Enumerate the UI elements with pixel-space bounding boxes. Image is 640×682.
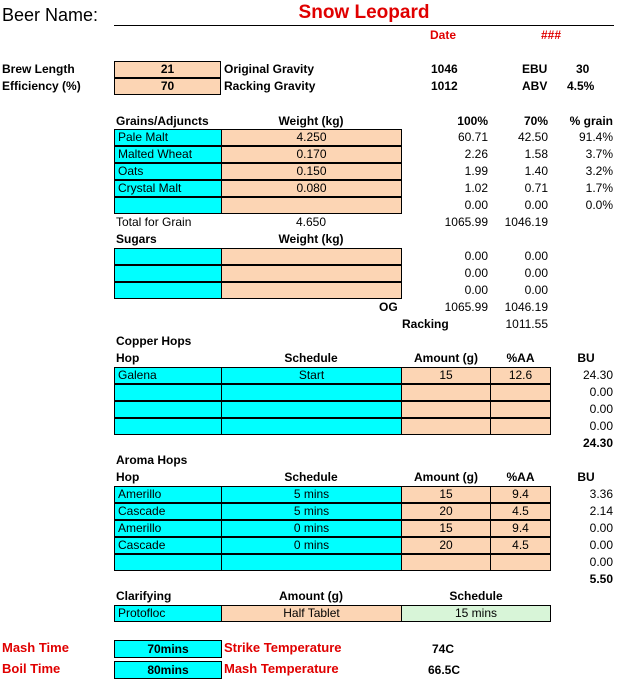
sugar-name-cell[interactable] xyxy=(114,265,222,282)
rg-value: 1012 xyxy=(431,79,458,93)
efficiency-input[interactable]: 70 xyxy=(114,78,221,95)
clarifying-name-cell[interactable]: Protofloc xyxy=(114,605,222,622)
aroma-hop-aa-cell[interactable]: 4.5 xyxy=(490,503,551,520)
grain-name-cell[interactable]: Oats xyxy=(114,163,222,180)
aroma-hop-schedule-cell[interactable]: 5 mins xyxy=(221,503,402,520)
aroma-hop-name-cell[interactable] xyxy=(114,554,222,571)
aroma-hop-bu-value: 0.00 xyxy=(589,521,613,535)
sugar-name-cell[interactable] xyxy=(114,282,222,299)
grains-70-header: 70% xyxy=(523,114,548,128)
grain-100-value: 1.02 xyxy=(464,181,488,195)
grain-total-weight: 4.650 xyxy=(295,215,327,229)
grain-name-cell[interactable]: Malted Wheat xyxy=(114,146,222,163)
copper-hop-name-cell[interactable]: Galena xyxy=(114,367,222,384)
aroma-hop-name-cell[interactable]: Amerillo xyxy=(114,486,222,503)
grain-70-value: 0.00 xyxy=(524,198,548,212)
grain-total-70: 1046.19 xyxy=(504,215,548,229)
strike-temperature-value: 74C xyxy=(432,642,455,656)
sugar-100-value: 0.00 xyxy=(464,266,488,280)
copper-bu-header: BU xyxy=(577,351,595,365)
sugar-100-value: 0.00 xyxy=(464,249,488,263)
clarifying-schedule-cell[interactable]: 15 mins xyxy=(401,605,551,622)
aroma-hop-amount-cell[interactable]: 15 xyxy=(401,520,491,537)
beer-name-label: Beer Name: xyxy=(2,5,99,25)
aroma-hop-bu-value: 0.00 xyxy=(589,555,613,569)
copper-hops-total-bu: 24.30 xyxy=(582,436,613,450)
copper-hop-aa-cell[interactable] xyxy=(490,418,551,435)
brew-length-input[interactable]: 21 xyxy=(114,61,221,78)
aroma-hop-schedule-cell[interactable]: 0 mins xyxy=(221,537,402,554)
grain-name-cell[interactable] xyxy=(114,197,222,214)
grains-pct-header: % grain xyxy=(569,114,613,128)
aroma-hop-schedule-cell[interactable]: 5 mins xyxy=(221,486,402,503)
abv-label: ABV xyxy=(522,79,548,93)
copper-hop-name-cell[interactable] xyxy=(114,384,222,401)
sugar-70-value: 0.00 xyxy=(524,266,548,280)
og-label: Original Gravity xyxy=(224,62,315,76)
aroma-hop-amount-cell[interactable] xyxy=(401,554,491,571)
brew-length-label: Brew Length xyxy=(2,62,75,76)
aroma-hops-total-bu: 5.50 xyxy=(589,572,613,586)
copper-hop-bu-value: 0.00 xyxy=(589,402,613,416)
sugar-name-cell[interactable] xyxy=(114,248,222,265)
date-label: Date xyxy=(430,28,457,42)
aroma-hops-title: Aroma Hops xyxy=(116,453,188,467)
copper-hop-name-cell[interactable] xyxy=(114,401,222,418)
grain-100-value: 60.71 xyxy=(457,130,488,144)
boil-time-input[interactable]: 80mins xyxy=(114,661,222,679)
sugar-100-value: 0.00 xyxy=(464,283,488,297)
copper-hop-schedule-cell[interactable]: Start xyxy=(221,367,402,384)
clarifying-amount-header: Amount (g) xyxy=(279,589,343,603)
grain-100-value: 1.99 xyxy=(464,164,488,178)
grain-pct-value: 3.2% xyxy=(585,164,613,178)
copper-hop-bu-value: 0.00 xyxy=(589,419,613,433)
copper-hop-amount-cell[interactable] xyxy=(401,418,491,435)
og-value: 1046 xyxy=(431,62,458,76)
copper-hop-name-cell[interactable] xyxy=(114,418,222,435)
copper-hop-amount-cell[interactable]: 15 xyxy=(401,367,491,384)
aroma-hop-aa-cell[interactable] xyxy=(490,554,551,571)
beer-name-value[interactable]: Snow Leopard xyxy=(298,2,430,23)
grain-weight-cell[interactable]: 4.250 xyxy=(221,129,402,146)
copper-hop-aa-cell[interactable]: 12.6 xyxy=(490,367,551,384)
grains-header: Grains/Adjuncts xyxy=(116,114,209,128)
copper-amount-header: Amount (g) xyxy=(414,351,478,365)
grain-weight-cell[interactable]: 0.080 xyxy=(221,180,402,197)
strike-temperature-label: Strike Temperature xyxy=(224,640,342,655)
grain-70-value: 0.71 xyxy=(524,181,548,195)
racking-70: 1011.55 xyxy=(505,317,548,331)
aroma-aa-header: %AA xyxy=(506,470,535,484)
aroma-hop-amount-cell[interactable]: 15 xyxy=(401,486,491,503)
aroma-hop-header: Hop xyxy=(116,470,140,484)
og-summary-label: OG xyxy=(379,300,398,314)
grains-100-header: 100% xyxy=(457,114,488,128)
aroma-hop-schedule-cell[interactable] xyxy=(221,554,402,571)
aroma-hop-bu-value: 3.36 xyxy=(589,487,613,501)
clarifying-amount-cell[interactable]: Half Tablet xyxy=(221,605,402,622)
sugar-weight-cell[interactable] xyxy=(221,282,402,299)
copper-hop-amount-cell[interactable] xyxy=(401,384,491,401)
copper-schedule-header: Schedule xyxy=(284,351,338,365)
grain-pct-value: 3.7% xyxy=(585,147,613,161)
aroma-hop-amount-cell[interactable]: 20 xyxy=(401,503,491,520)
copper-hop-bu-value: 24.30 xyxy=(582,368,613,382)
date-value[interactable]: ### xyxy=(541,28,562,42)
sugars-header: Sugars xyxy=(116,232,157,246)
grain-name-cell[interactable]: Pale Malt xyxy=(114,129,222,146)
grain-name-cell[interactable]: Crystal Malt xyxy=(114,180,222,197)
copper-hops-title: Copper Hops xyxy=(116,334,192,348)
grain-70-value: 1.58 xyxy=(524,147,548,161)
copper-aa-header: %AA xyxy=(506,351,535,365)
grain-total-label: Total for Grain xyxy=(116,215,192,229)
ebu-label: EBU xyxy=(522,62,548,76)
grain-100-value: 0.00 xyxy=(464,198,488,212)
boil-time-label: Boil Time xyxy=(2,661,61,676)
aroma-hop-aa-cell[interactable]: 9.4 xyxy=(490,486,551,503)
mash-temperature-value: 66.5C xyxy=(428,663,461,677)
grain-pct-value: 1.7% xyxy=(585,181,613,195)
aroma-hop-name-cell[interactable]: Cascade xyxy=(114,537,222,554)
rg-label: Racking Gravity xyxy=(224,79,316,93)
copper-hop-bu-value: 0.00 xyxy=(589,385,613,399)
og-summary-100: 1065.99 xyxy=(444,300,488,314)
copper-hop-amount-cell[interactable] xyxy=(401,401,491,418)
copper-hop-aa-cell[interactable] xyxy=(490,384,551,401)
aroma-hop-bu-value: 0.00 xyxy=(589,538,613,552)
aroma-hop-aa-cell[interactable]: 4.5 xyxy=(490,537,551,554)
ebu-value: 30 xyxy=(576,62,590,76)
sugar-70-value: 0.00 xyxy=(524,249,548,263)
grain-70-value: 1.40 xyxy=(524,164,548,178)
clarifying-schedule-header: Schedule xyxy=(449,589,503,603)
aroma-hop-amount-cell[interactable]: 20 xyxy=(401,537,491,554)
copper-hop-schedule-cell[interactable] xyxy=(221,401,402,418)
aroma-hop-aa-cell[interactable]: 9.4 xyxy=(490,520,551,537)
sugar-weight-cell[interactable] xyxy=(221,265,402,282)
grain-total-100: 1065.99 xyxy=(444,215,488,229)
og-summary-70: 1046.19 xyxy=(504,300,548,314)
beer-name-underline xyxy=(114,25,614,26)
sugar-weight-cell[interactable] xyxy=(221,248,402,265)
sugar-70-value: 0.00 xyxy=(524,283,548,297)
grain-weight-cell[interactable]: 0.170 xyxy=(221,146,402,163)
sugars-weight-header: Weight (kg) xyxy=(278,232,344,246)
copper-hop-aa-cell[interactable] xyxy=(490,401,551,418)
grain-weight-cell[interactable]: 0.150 xyxy=(221,163,402,180)
clarifying-header: Clarifying xyxy=(116,589,172,603)
aroma-hop-name-cell[interactable]: Amerillo xyxy=(114,520,222,537)
grain-70-value: 42.50 xyxy=(517,130,548,144)
aroma-bu-header: BU xyxy=(577,470,595,484)
aroma-hop-schedule-cell[interactable]: 0 mins xyxy=(221,520,402,537)
grains-weight-header: Weight (kg) xyxy=(278,114,344,128)
aroma-amount-header: Amount (g) xyxy=(414,470,478,484)
aroma-hop-name-cell[interactable]: Cascade xyxy=(114,503,222,520)
mash-temperature-label: Mash Temperature xyxy=(224,661,339,676)
mash-time-input[interactable]: 70mins xyxy=(114,640,222,658)
grain-pct-value: 91.4% xyxy=(578,130,613,144)
abv-value: 4.5% xyxy=(567,79,595,93)
aroma-schedule-header: Schedule xyxy=(284,470,338,484)
efficiency-label: Efficiency (%) xyxy=(2,79,81,93)
mash-time-label: Mash Time xyxy=(2,640,69,655)
grain-pct-value: 0.0% xyxy=(585,198,613,212)
aroma-hop-bu-value: 2.14 xyxy=(589,504,613,518)
copper-hop-header: Hop xyxy=(116,351,140,365)
grain-100-value: 2.26 xyxy=(464,147,488,161)
racking-label: Racking xyxy=(402,317,449,331)
copper-hop-schedule-cell[interactable] xyxy=(221,418,402,435)
copper-hop-schedule-cell[interactable] xyxy=(221,384,402,401)
grain-weight-cell[interactable] xyxy=(221,197,402,214)
